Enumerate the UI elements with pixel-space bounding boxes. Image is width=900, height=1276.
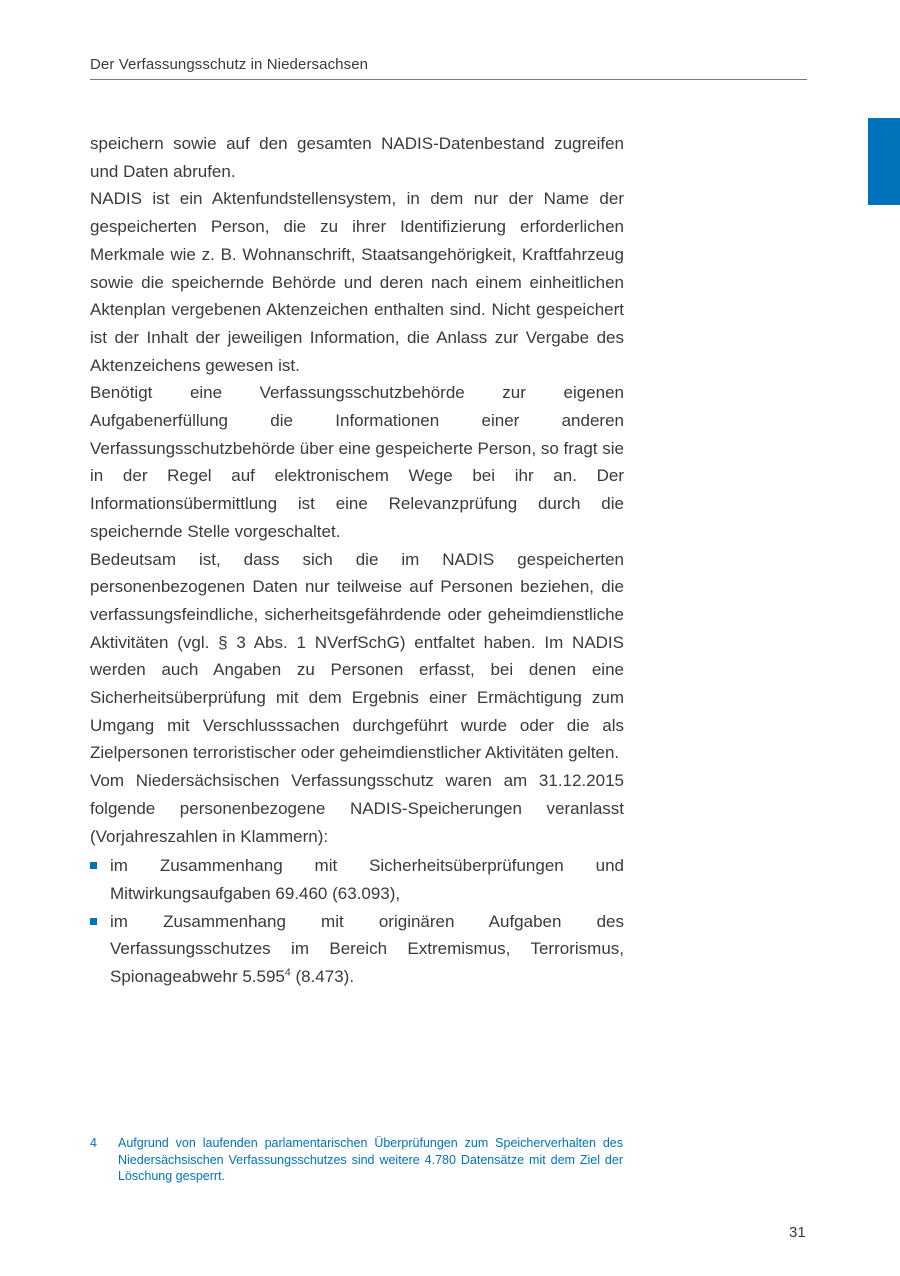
body-paragraph: Benötigt eine Verfassungsschutzbehörde zur eigenen Aufgabenerfüllung die Informationen einer anderen Verfassungsschutzbehörde über eine gespeicherte Person, so fragt sie in der Regel auf elektronischem Wege bei ihr an. Der Informationsübermittlung ist eine Relevanzprüfung durch die speichernde Stelle vorgeschaltet.: [90, 383, 624, 541]
footnote-reference: 4: [284, 966, 291, 979]
footnote-number: 4: [90, 1136, 97, 1150]
bullet-item-text: im Zusammenhang mit Sicherheitsüberprüfungen und Mitwirkungsaufgaben 69.460 (63.093),: [110, 856, 624, 903]
bullet-square-icon: [90, 862, 97, 869]
footnote: [90, 1135, 630, 1185]
bullet-item: [90, 908, 624, 991]
bullet-square-icon: [90, 918, 97, 925]
body-paragraph: Bedeutsam ist, dass sich die im NADIS gespeicherten personenbezogenen Daten nur teilweise auf Personen beziehen, die verfassungsfeindliche, sicherheitsgefährdende oder geheimdienstliche Aktivitäten (vgl. § 3 Abs. 1 NVerfSchG) entfaltet haben. Im NADIS werden auch Angaben zu Personen erfasst, bei denen eine Sicherheitsüberprüfung mit dem Ergebnis einer Ermächtigung zum Umgang mit Verschlusssachen durchgeführt wurde oder die als Zielpersonen terroristischer oder geheimdienstlicher Aktivitäten gelten.: [90, 549, 624, 763]
page-header: [90, 56, 807, 74]
header-divider-rule: [90, 79, 807, 80]
running-head-title: Der Verfassungsschutz in Niedersachsen: [90, 56, 369, 73]
body-text-column: [90, 130, 624, 991]
chapter-edge-tab: [868, 118, 900, 205]
body-paragraph: Vom Niedersächsischen Verfassungsschutz waren am 31.12.2015 folgende personenbezogene NADIS-Speicherungen veranlasst (Vorjahreszahlen in Klammern):: [90, 771, 624, 846]
footnote-text: Aufgrund von laufenden parlamentarischen Überprüfungen zum Speicherverhalten des Niedersächsischen Verfassungsschutzes sind weitere 4.780 Datensätze mit dem Ziel der Löschung gesperrt.: [118, 1136, 623, 1183]
page-number: 31: [789, 1224, 806, 1241]
bullet-list: [90, 852, 624, 991]
bullet-item-text-suffix: (8.473).: [290, 967, 355, 987]
bullet-item: [90, 852, 624, 907]
body-paragraph: speichern sowie auf den gesamten NADIS-Datenbestand zugreifen und Daten abrufen.: [90, 134, 624, 181]
bullet-item-text: im Zusammenhang mit originären Aufgaben des Verfassungsschutzes im Bereich Extremismus, Terrorismus, Spionageabwehr 5.595: [110, 911, 624, 987]
body-paragraph: NADIS ist ein Aktenfundstellensystem, in dem nur der Name der gespeicherten Person, die zu ihrer Identifizierung erforderlichen Merkmale wie z. B. Wohnanschrift, Staatsangehörigkeit, Kraftfahrzeug sowie die speichernde Behörde und deren nach einem einheitlichen Aktenplan vergebenen Aktenzeichen enthalten sind. Nicht gespeichert ist der Inhalt der jeweiligen Information, die Anlass zur Vergabe des Aktenzeichens gewesen ist.: [90, 189, 624, 375]
